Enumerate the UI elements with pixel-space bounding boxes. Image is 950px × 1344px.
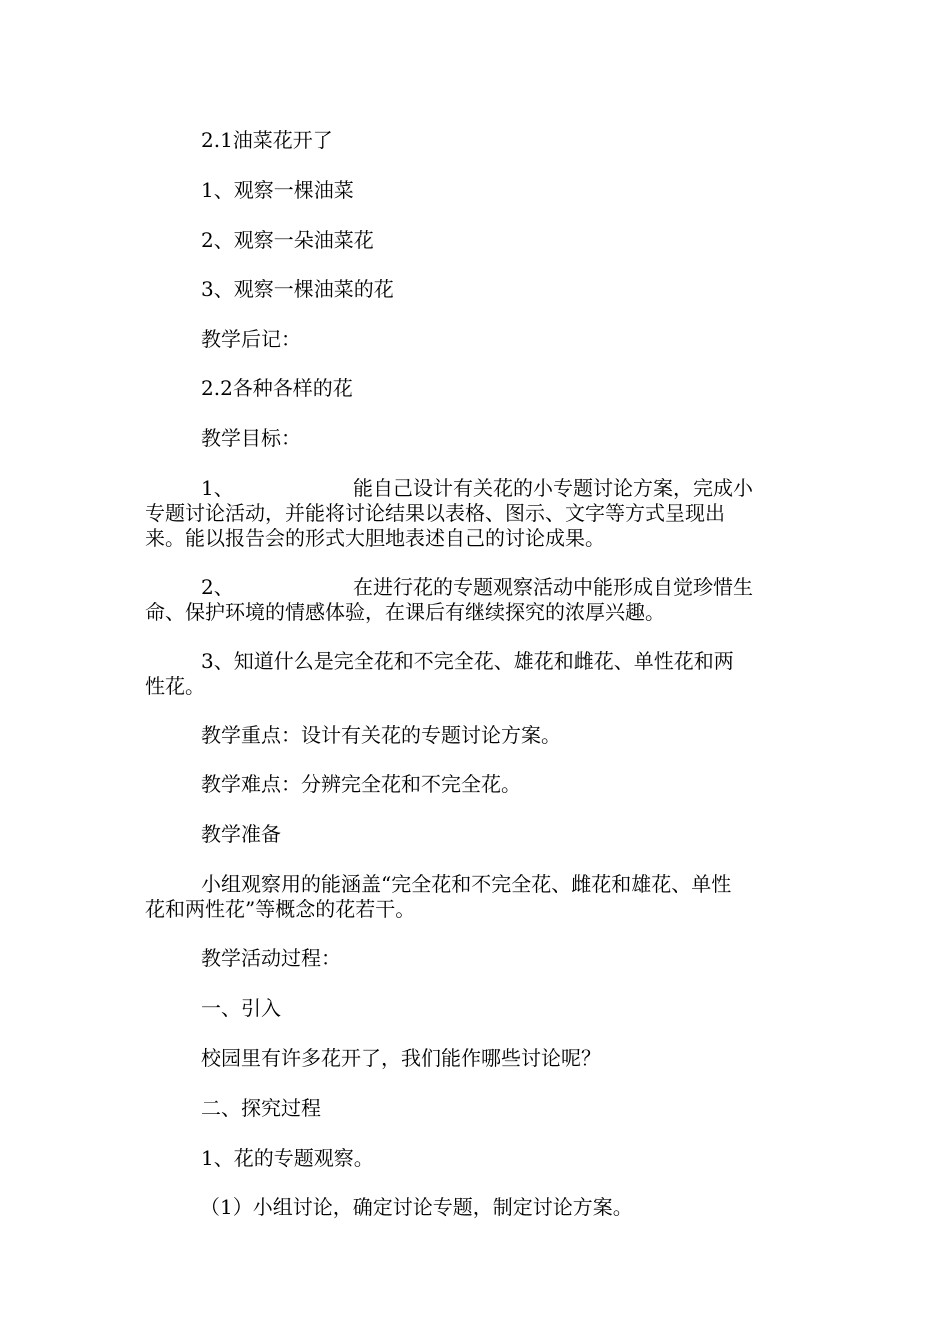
preparation-text-line2: 花和两性花”等概念的花若干。 [145,897,416,921]
teaching-postscript-label: 教学后记： [201,327,301,351]
list-item-1: 1、观察一棵油菜 [201,178,354,202]
key-point: 教学重点：设计有关花的专题讨论方案。 [201,723,561,747]
goal-1-text-line1: 能自己设计有关花的小专题讨论方案，完成小 [353,476,753,500]
goal-2-number: 2、 [201,575,234,599]
difficulty: 教学难点：分辨完全花和不完全花。 [201,772,521,796]
goal-1-first-line [201,475,815,501]
process-label: 教学活动过程： [201,946,341,970]
section-inquiry: 二、探究过程 [201,1096,321,1120]
preparation-label: 教学准备 [201,822,281,846]
goal-2-first-line [201,574,815,600]
goal-1-text-line3: 来。能以报告会的形式大胆地表述自己的讨论成果。 [145,526,605,550]
introduction-text: 校园里有许多花开了，我们能作哪些讨论呢？ [201,1046,601,1070]
goal-1-text-line2: 专题讨论活动，并能将讨论结果以表格、图示、文字等方式呈现出 [145,501,725,525]
teaching-goals-label: 教学目标： [201,426,301,450]
goal-2-text-line1: 在进行花的专题观察活动中能形成自觉珍惜生 [353,575,753,599]
goal-2-text-line2: 命、保护环境的情感体验，在课后有继续探究的浓厚兴趣。 [145,600,665,624]
goal-3-text-line2: 性花。 [145,674,205,698]
step-1: 1、花的专题观察。 [201,1146,374,1170]
goal-3-text-line1: 3、知道什么是完全花和不完全花、雄花和雌花、单性花和两 [201,649,734,673]
list-item-3: 3、观察一棵油菜的花 [201,277,394,301]
preparation-text-line1: 小组观察用的能涵盖“完全花和不完全花、雌花和雄花、单性 [201,872,732,896]
step-1-substep-1: （1）小组讨论，确定讨论专题，制定讨论方案。 [200,1195,633,1219]
list-item-2: 2、观察一朵油菜花 [201,228,374,252]
heading-2-1: 2.1油菜花开了 [201,128,333,152]
section-introduction: 一、引入 [201,996,281,1020]
goal-1-number: 1、 [201,476,234,500]
heading-2-2: 2.2各种各样的花 [201,376,353,400]
